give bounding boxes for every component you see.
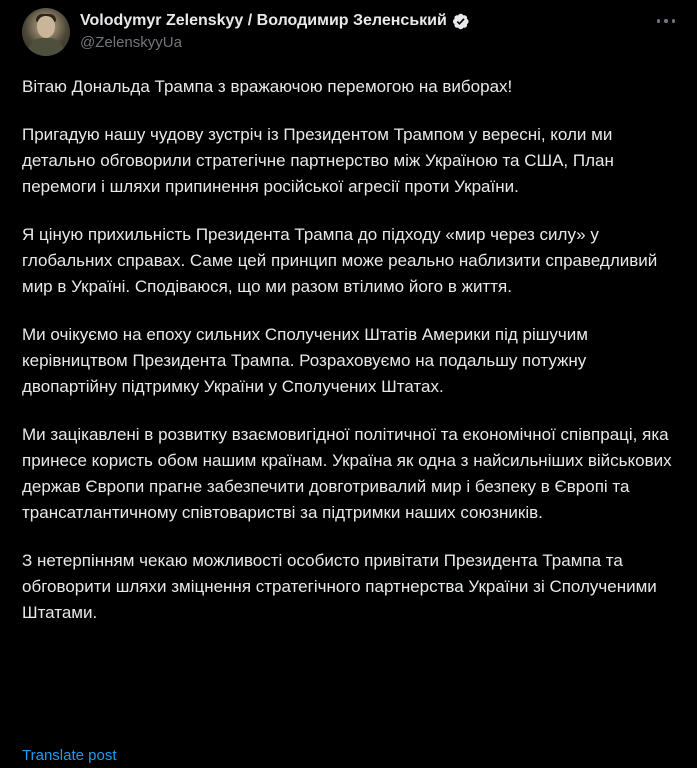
verified-badge-icon xyxy=(451,12,470,31)
display-name[interactable]: Volodymyr Zelenskyy / Володимир Зеленський xyxy=(80,12,447,29)
name-row xyxy=(80,10,470,32)
post-text xyxy=(22,74,682,648)
author-info xyxy=(80,10,470,51)
avatar[interactable] xyxy=(22,8,70,56)
author-handle[interactable]: @ZelenskyyUa xyxy=(80,34,182,51)
post-paragraph: Вітаю Дональда Трампа з вражаючою перемогою на виборах! xyxy=(22,77,513,96)
post-header xyxy=(22,8,681,56)
post-paragraph: Пригадую нашу чудову зустріч із Президентом Трампом у вересні, коли ми детально обговорили стратегічне партнерство між Україною та США, План перемоги і шляхи припинення російської агресії проти України. xyxy=(22,125,614,196)
post-paragraph: Я ціную прихильність Президента Трампа до підходу «мир через силу» у глобальних справах. Саме цей принцип може реально наблизити справедливий мир в Україні. Сподіваюся, що ми разом втілимо його в життя. xyxy=(22,225,658,296)
post-paragraph: З нетерпінням чекаю можливості особисто привітати Президента Трампа та обговорити шляхи зміцнення стратегічного партнерства України зі Сполученими Штатами. xyxy=(22,551,657,622)
post-paragraph: Ми очікуємо на епоху сильних Сполучених Штатів Америки під рішучим керівництвом Президента Трампа. Розраховуємо на подальшу потужну двопартійну підтримку України у Сполучених Штатах. xyxy=(22,325,588,396)
post-paragraph: Ми зацікавлені в розвитку взаємовигідної політичної та економічної співпраці, яка принесе користь обом нашим країнам. Україна як одна з найсильніших військових держав Європи прагне забезпечити довготривалий мир і безпеку в Європі та трансатлантичному співтоваристві за підтримки наших союзників. xyxy=(22,425,672,522)
more-options-icon[interactable] xyxy=(655,10,677,32)
translate-post-link[interactable]: Translate post xyxy=(22,747,117,764)
